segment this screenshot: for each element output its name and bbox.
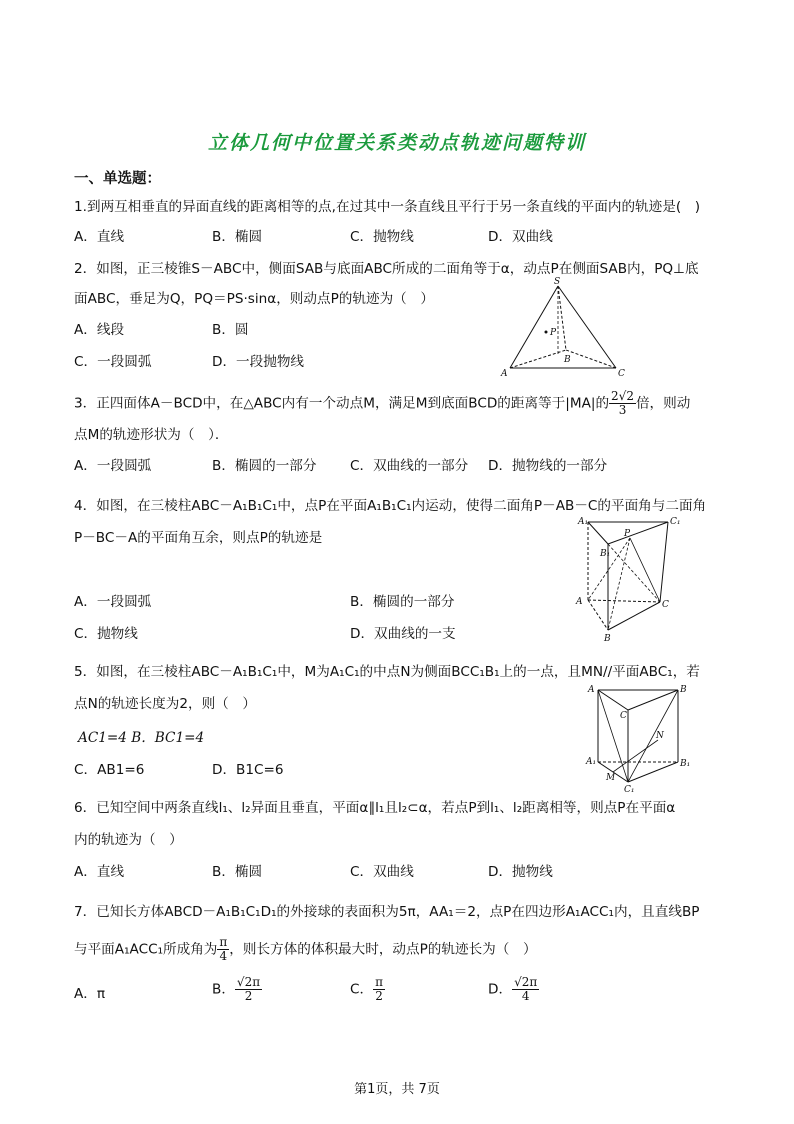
q1-option-a: A．直线 [74, 229, 125, 245]
q7-option-d-label: D． [488, 981, 513, 998]
q5-option-c: C．AB1=6 [74, 762, 145, 778]
q1-option-b: B．椭圆 [212, 229, 263, 245]
q1-option-d: D．双曲线 [488, 229, 553, 245]
q3-stem-line1 [74, 390, 690, 417]
section-heading: 一、单选题： [74, 171, 161, 187]
q7-option-b-label: B． [212, 981, 235, 998]
q2-option-a: A．线段 [74, 322, 125, 338]
q7-option-d [488, 976, 539, 1003]
q4-label-a1: A₁ [578, 517, 589, 527]
q5-label-a1: A₁ [586, 757, 597, 767]
q5-option-d: D．B1C=6 [212, 762, 284, 778]
q2-option-c: C．一段圆弧 [74, 354, 152, 370]
page-footer: 第1页，共 7页 [354, 1082, 440, 1097]
q4-option-a: A．一段圆弧 [74, 594, 152, 610]
q7-angle-den: 4 [219, 949, 228, 963]
q5-label-c: C [620, 711, 627, 721]
q4-label-p: P [624, 529, 631, 539]
q2-option-d: D．一段抛物线 [212, 354, 305, 370]
q4-label-c1: C₁ [670, 517, 681, 527]
q7-option-a: A．π [74, 986, 106, 1002]
q2-label-a: A [501, 369, 508, 379]
q4-stem-line2: P－BC－A的平面角互余，则点P的轨迹是 [74, 530, 323, 546]
q7-option-b-num: √2π [236, 975, 261, 989]
q3-option-d: D．抛物线的一部分 [488, 458, 608, 474]
q3-stem-line2: 点M的轨迹形状为（ ）． [74, 427, 229, 443]
q4-prism-figure [572, 512, 690, 644]
q5-stem-line2: 点N的轨迹长度为2，则（ ） [74, 696, 256, 712]
q7-angle-num: π [219, 935, 228, 949]
q1-option-c: C．抛物线 [350, 229, 414, 245]
q6-option-a: A．直线 [74, 864, 125, 880]
q7-option-b-fraction [235, 976, 262, 1003]
q7-option-c-num: π [375, 975, 383, 989]
q3-fraction [609, 390, 636, 417]
q1-stem: 1.到两互相垂直的异面直线的距离相等的点,在过其中一条直线且平行于另一条直线的平面内的轨迹是( ) [74, 199, 701, 215]
q5-label-b: B [680, 685, 687, 695]
q2-label-b: B [564, 355, 571, 365]
q4-label-a: A [576, 597, 583, 607]
q5-stem-line1: 5．如图，在三棱柱ABC－A₁B₁C₁中，M为A₁C₁的中点N为侧面BCC₁B₁上的一点，且MN//平面ABC₁，若 [74, 664, 700, 680]
q5-prism-figure [584, 682, 691, 795]
q3-frac-den: 3 [618, 403, 627, 417]
q7-option-c-label: C． [350, 981, 374, 998]
q6-stem-line1: 6．已知空间中两条直线l₁、l₂异面且垂直，平面α∥l₁且l₂⊂α，若点P到l₁、l₂距离相等，则点P在平面α [74, 800, 676, 816]
q5-label-m: M [606, 773, 616, 783]
q3-option-b: B．椭圆的一部分 [212, 458, 317, 474]
q4-option-d: D．双曲线的一支 [350, 626, 456, 642]
q3-option-a: A．一段圆弧 [74, 458, 152, 474]
q7-option-c-den: 2 [375, 989, 383, 1003]
q6-option-b: B．椭圆 [212, 864, 263, 880]
q7-option-d-num: √2π [514, 975, 538, 989]
q4-label-c: C [662, 600, 669, 610]
q4-label-b: B [604, 634, 611, 644]
q5-label-n: N [656, 731, 664, 741]
q7-option-c-fraction [373, 976, 385, 1003]
q2-label-s: S [554, 277, 561, 287]
q5-option-ab: AC1=4 B．BC1=4 [78, 730, 205, 746]
q7-stem-line2 [74, 936, 537, 963]
q6-option-c: C．双曲线 [350, 864, 414, 880]
q7-angle-fraction [217, 936, 229, 963]
q4-option-c: C．抛物线 [74, 626, 138, 642]
q3-stem-part1: 3．正四面体A－BCD中，在△ABC内有一个动点M，满足M到底面BCD的距离等于|MA|的 [74, 395, 610, 412]
q6-stem-line2: 内的轨迹为（ ） [74, 832, 183, 848]
q4-stem-line1: 4．如图，在三棱柱ABC－A₁B₁C₁中，点P在平面A₁B₁C₁内运动，使得二面角P－AB－C的平面角与二面角 [74, 498, 707, 514]
q3-frac-num: 2√2 [611, 389, 634, 403]
q7-stem-line1: 7．已知长方体ABCD－A₁B₁C₁D₁的外接球的表面积为5π，AA₁＝2，点P在四边形A₁ACC₁内，且直线BP [74, 904, 700, 920]
q7-option-c [350, 976, 385, 1003]
q2-stem-line2: 面ABC，垂足为Q，PQ＝PS·sinα，则动点P的轨迹为（ ） [74, 291, 434, 307]
q7-option-d-den: 4 [521, 989, 530, 1003]
document-title: 立体几何中位置关系类动点轨迹问题特训 [207, 132, 586, 154]
q5-label-b1: B₁ [680, 759, 691, 769]
q2-label-p: P [550, 328, 557, 338]
q7-stem-part1: 与平面A₁ACC₁所成角为 [74, 941, 218, 958]
q2-label-c: C [618, 369, 625, 379]
q7-option-b-den: 2 [244, 989, 253, 1003]
q4-option-b: B．椭圆的一部分 [350, 594, 455, 610]
q3-option-c: C．双曲线的一部分 [350, 458, 469, 474]
q7-option-d-fraction [512, 976, 539, 1003]
q7-option-b [212, 976, 262, 1003]
q2-pyramid-figure [498, 276, 628, 380]
q4-label-b1: B₁ [600, 549, 611, 559]
q6-option-d: D．抛物线 [488, 864, 553, 880]
q2-stem-line1: 2．如图，正三棱锥S－ABC中，侧面SAB与底面ABC所成的二面角等于α，动点P在侧面SAB内，PQ⊥底 [74, 261, 699, 277]
q5-label-c1: C₁ [624, 785, 635, 795]
q2-option-b: B．圆 [212, 322, 249, 338]
q7-stem-part2: ，则长方体的体积最大时，动点P的轨迹长为（ ） [229, 941, 537, 958]
q5-label-a: A [588, 685, 595, 695]
q3-stem-part2: 倍，则动 [635, 395, 691, 412]
